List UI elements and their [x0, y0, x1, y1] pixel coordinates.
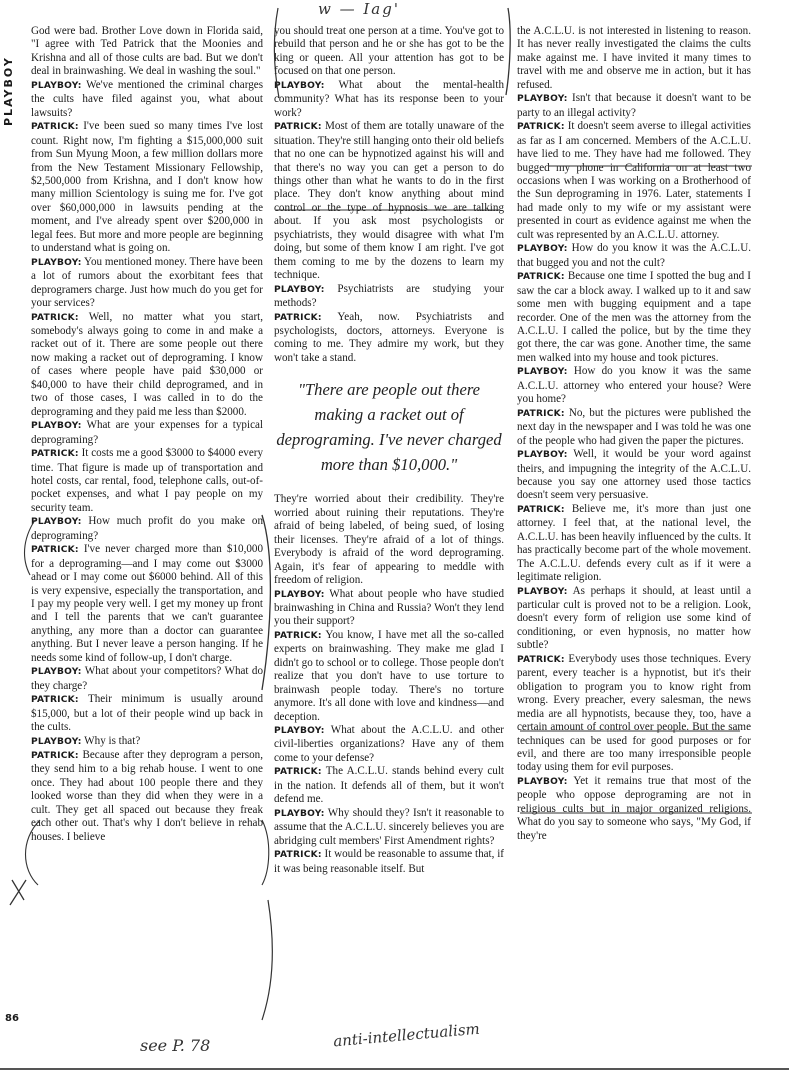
- speaker-label: PLAYBOY:: [274, 726, 325, 737]
- column-2: [274, 25, 504, 876]
- paragraph: [517, 25, 751, 92]
- paragraph-text: What about your competitors? What do they charge?: [31, 665, 263, 692]
- paragraph-text: Because after they deprogram a person, they send him to a big rehab house. I went to one once. They had about 100 people there and they looked worse than they did when they were in a cult. They get all spaced out because they freak each other out. That's why I don't believe in rehab houses. I believe: [31, 749, 263, 843]
- paragraph-text: Yeah, now. Psychiatrists and psychologists, doctors, attorneys. Everyone is coming to me. They admire my work, but they won't take a stand.: [274, 310, 504, 364]
- paragraph-text: Everybody uses those techniques. Every parent, every teacher is a hypnotist, but it's their obligation to program you to know right from wrong. Every preacher, every salesman, the news media are all hypnotists, because they, too, have a certain amount of control over people. But the same techniques can be used for good purposes or for evil, and there are too many irresponsible people today using them for evil purposes.: [517, 652, 752, 774]
- speaker-label: PLAYBOY:: [31, 421, 82, 432]
- paragraph-text: How do you know it was the same A.C.L.U. attorney who entered your house? Were you home?: [517, 365, 751, 406]
- paragraph-text: Believe me, it's more than just one attorney. I feel that, at the national level, the A.C.L.U. has been heavily influenced by the cults. It has practically become part of the whole movement. The A.C.L.U. defends every cult as if it were a legitimate religion.: [517, 502, 751, 584]
- paragraph: [274, 807, 504, 848]
- column-2-top: [274, 25, 504, 365]
- paragraph-text: you should treat one person at a time. You've got to rebuild that person and he or she has got to be the king or queen. All your attention has got to be focused on that one person.: [274, 25, 504, 78]
- speaker-label: PLAYBOY:: [517, 367, 568, 378]
- paragraph: [517, 270, 751, 365]
- paragraph-text: They're worried about their credibility. They're worried about ruining their reputations. They're afraid of being labeled, of being sued, of losing their licenses. They're afraid of a lot of things. Everybody is afraid of the word deprograming. Again, it's fear of appearing to meddle with freedom of religion.: [274, 493, 504, 587]
- paragraph-text: Their minimum is usually around $15,000, but a lot of their people wind up back in the cults.: [31, 693, 264, 734]
- speaker-label: PATRICK:: [517, 122, 565, 133]
- paragraph-text: I've never charged more than $10,000 for a deprograming—and I may come out $3000 ahead or I may come out $6000 behind. All of this is very expensive, especially the transportation, and I pay my people very well. I get my money up front and I tell the parents that we can't guarantee anything, any more than a doctor can guarantee anything. But I never leave a person hanging. If he needs some kind of follow-up, I don't charge.: [31, 543, 263, 664]
- paragraph: [31, 749, 263, 844]
- speaker-label: PLAYBOY:: [31, 667, 82, 678]
- column-1: [31, 25, 263, 844]
- pen-x-mark: [10, 880, 26, 905]
- speaker-label: PLAYBOY:: [517, 244, 568, 255]
- speaker-label: PLAYBOY:: [31, 257, 82, 268]
- paragraph: [517, 503, 751, 585]
- speaker-label: PATRICK:: [517, 504, 565, 515]
- speaker-label: PATRICK:: [31, 449, 79, 460]
- paragraph-text: God were bad. Brother Love down in Florida said, "I agree with Ted Patrick that the Moonies and Krishna and all of those cults are bad. But we don't deal in brainwashing. We deal in washing the soul.": [31, 25, 263, 78]
- speaker-label: PLAYBOY:: [31, 80, 82, 91]
- speaker-label: PATRICK:: [274, 312, 322, 323]
- paragraph: [31, 120, 263, 256]
- paragraph: [31, 256, 263, 311]
- speaker-label: PATRICK:: [31, 545, 79, 556]
- speaker-label: PLAYBOY:: [31, 736, 82, 747]
- column-3: [517, 25, 751, 843]
- speaker-label: PLAYBOY:: [274, 284, 325, 295]
- paragraph-text: Because one time I spotted the bug and I saw the car a block away. I walked up to it and saw some men with bugging equipment and a tape recorder. One of the men was the attorney from the A.C.L.U. I called the police, but by the time they got there, the car was gone. Another time, the same men walked into my house and took pictures.: [517, 270, 751, 364]
- paragraph-text: What about the mental-health community? What has its response been to your work?: [274, 78, 504, 119]
- paragraph-text: the A.C.L.U. is not interested in listening to reason. It has never really investigated the claims the cults make against me. I have invited it many times to travel with me and observe me in action, but it has refused.: [517, 25, 751, 91]
- paragraph: [517, 653, 751, 775]
- speaker-label: PATRICK:: [274, 122, 322, 133]
- paragraph: [517, 365, 751, 406]
- paragraph: [274, 588, 504, 629]
- paragraph: [31, 25, 263, 79]
- paragraph: [31, 693, 263, 734]
- paragraph-text: It costs me a good $3000 to $4000 every time. That figure is made up of transportation and hotel costs, car rental, food, telephone calls, out-of-pocket expenses, and what I pay people on my security team.: [31, 447, 263, 514]
- paragraph-text: What are your expenses for a typical deprograming?: [31, 419, 263, 446]
- paragraph: [517, 585, 751, 653]
- speaker-label: PLAYBOY:: [517, 450, 568, 461]
- speaker-label: PLAYBOY:: [274, 808, 325, 819]
- speaker-label: PATRICK:: [31, 751, 79, 762]
- speaker-label: PLAYBOY:: [517, 94, 568, 105]
- pen-bracket-expenses: [262, 515, 270, 690]
- paragraph: [274, 724, 504, 765]
- paragraph-text: I've been sued so many times I've lost count. Right now, I'm fighting a $15,000,000 suit from Sun Myung Moon, a few million dollars more from the New Testament Missionary Fellowship, $2,500,000 from Krishna, and I don't know how many million Scientology is suing me for. I've got over $60,000,000 in lawsuits pending at the moment, and I've already spent over $200,000 in legal fees. But more and more people are beginning to understand what is going on.: [31, 120, 263, 255]
- pen-bracket-top-right: [506, 8, 510, 95]
- paragraph: [274, 79, 504, 120]
- paragraph-text: Well, it would be your word against theirs, and impugning the integrity of the A.C.L.U. because you say one attorney used those tactics doesn't seem very persuasive.: [517, 448, 752, 502]
- paragraph-text: It doesn't seem averse to illegal activities as far as I am concerned. Members of the A.C.L.U. have lied to me. They have had me followed. They bugged my phone in California on at least two occasions when I was working on a Brotherhood of the Sun deprograming in 1976. Later, statements I had made only to my wife or my assistant were presented in court as evidence against me when the cult was represented by an A.C.L.U. attorney.: [517, 120, 752, 241]
- paragraph-text: It would be reasonable to assume that, if it was being reasonable itself. But: [274, 848, 504, 875]
- paragraph: [274, 25, 504, 79]
- paragraph: [31, 419, 263, 447]
- speaker-label: PATRICK:: [274, 767, 322, 778]
- paragraph-text: The A.C.L.U. stands behind every cult in the nation. It defends all of them, but it won't defend me.: [274, 765, 504, 806]
- paragraph-text: How much profit do you make on deprograming?: [31, 515, 263, 542]
- speaker-label: PLAYBOY:: [274, 589, 325, 600]
- pen-bracket-competitors-right: [262, 820, 269, 885]
- magazine-side-label: PLAYBOY: [2, 56, 15, 126]
- speaker-label: PATRICK:: [517, 272, 565, 283]
- paragraph: [517, 775, 751, 843]
- paragraph: [274, 120, 504, 282]
- pen-bracket-rehab: [262, 900, 272, 1020]
- speaker-label: PATRICK:: [517, 654, 565, 665]
- paragraph-text: What about the A.C.L.U. and other civil-liberties organizations? Have any of them come to your defense?: [274, 724, 504, 764]
- speaker-label: PLAYBOY:: [31, 517, 82, 528]
- column-2-bottom: [274, 493, 504, 876]
- paragraph-text: As perhaps it should, at least until a particular cult is proved not to be a religion. Look, doesn't every form of religion use some kind of conditioning, or even hypnosis, no matter how subtle?: [517, 584, 751, 652]
- paragraph-text: Psychiatrists are studying your methods?: [274, 282, 504, 310]
- paragraph: [517, 242, 751, 270]
- paragraph: [274, 311, 504, 366]
- speaker-label: PLAYBOY:: [274, 80, 325, 91]
- paragraph-text: You know, I have met all the so-called experts on brainwashing. They make me glad I didn't go to school or to college. Those people don't realize that you don't have to use torture to brainwash people today. There's no torture anymore. It's all done with love and kindness—and deception.: [274, 628, 504, 723]
- paragraph-text: We've mentioned the criminal charges the cults have filed against you, what about lawsuits?: [31, 78, 264, 119]
- speaker-label: PATRICK:: [274, 630, 322, 641]
- speaker-label: PLAYBOY:: [517, 586, 568, 597]
- page-number: 86: [5, 1013, 19, 1024]
- paragraph: [31, 735, 263, 749]
- paragraph: [31, 447, 263, 515]
- speaker-label: PLAYBOY:: [517, 776, 568, 787]
- handwritten-note-top: w — Iag': [318, 0, 400, 18]
- paragraph-text: Most of them are totally unaware of the situation. They're still hanging onto their old beliefs that no one can be hypnotized against his will and that there's no way you can get a person to do things other than what he wants to do in the first place. They don't know anything about mind control or the type of hypnosis we are talking about. If you ask most psychologists or psychiatrists, they would disagree with what I'm doing, but some of them know I am right. I've got them coming to me by the dozens to learn my technique.: [274, 120, 504, 282]
- handwritten-note-anti-intellectualism: anti-intellectualism: [332, 1019, 481, 1051]
- paragraph-text: Yet it remains true that most of the people who oppose deprograming are not in religious cults but in major organized religions. What do you say to someone who says, "My God, if they're: [517, 774, 751, 842]
- paragraph-text: No, but the pictures were published the next day in the newspaper and I was told he was one of the people who had given the paper the pictures.: [517, 406, 751, 447]
- paragraph-text: How do you know it was the A.C.L.U. that bugged you and not the cult?: [517, 242, 751, 269]
- paragraph-text: Well, no matter what you start, somebody's always going to come in and make a racket out of it. There are some people out there now making a racket out of deprograming. I know of cases where people have paid $30,000 or $40,000 to have their child deprogramed, and in two of those cases, I was called in to do the deprograming and they paid me less than $2000.: [31, 310, 263, 418]
- handwritten-note-see-page: see P. 78: [140, 1036, 211, 1055]
- paragraph: [274, 493, 504, 587]
- paragraph: [31, 311, 263, 420]
- paragraph: [31, 515, 263, 543]
- paragraph: [31, 665, 263, 693]
- speaker-label: PATRICK:: [31, 122, 79, 133]
- paragraph: [274, 848, 504, 876]
- speaker-label: PATRICK:: [31, 695, 79, 706]
- paragraph: [274, 283, 504, 311]
- pull-quote: "There are people out there making a racket out of deprograming. I've never charged more than $10,000.": [276, 380, 502, 475]
- paragraph: [31, 79, 263, 120]
- paragraph-text: Why should they? Isn't it reasonable to assume that the A.C.L.U. sincerely believes you are abridging cult members' First Amendment rights?: [274, 806, 504, 847]
- paragraph-text: Isn't that because it doesn't want to be party to an illegal activity?: [517, 92, 751, 119]
- bottom-rule: [0, 1068, 789, 1070]
- paragraph-text: What about people who have studied brainwashing in China and Russia? Won't they lend you their support?: [274, 587, 505, 628]
- speaker-label: PATRICK:: [517, 408, 565, 419]
- paragraph: [517, 120, 751, 242]
- paragraph: [517, 407, 751, 448]
- paragraph-text: You mentioned money. There have been a lot of rumors about the exorbitant fees that deprogramers charge. Just how much do you get for your services?: [31, 255, 263, 310]
- speaker-label: PATRICK:: [31, 312, 79, 323]
- paragraph: [517, 92, 751, 120]
- paragraph-text: Why is that?: [84, 734, 141, 747]
- speaker-label: PATRICK:: [274, 850, 322, 861]
- paragraph: [31, 543, 263, 665]
- paragraph: [274, 765, 504, 806]
- paragraph: [274, 629, 504, 724]
- paragraph: [517, 448, 751, 503]
